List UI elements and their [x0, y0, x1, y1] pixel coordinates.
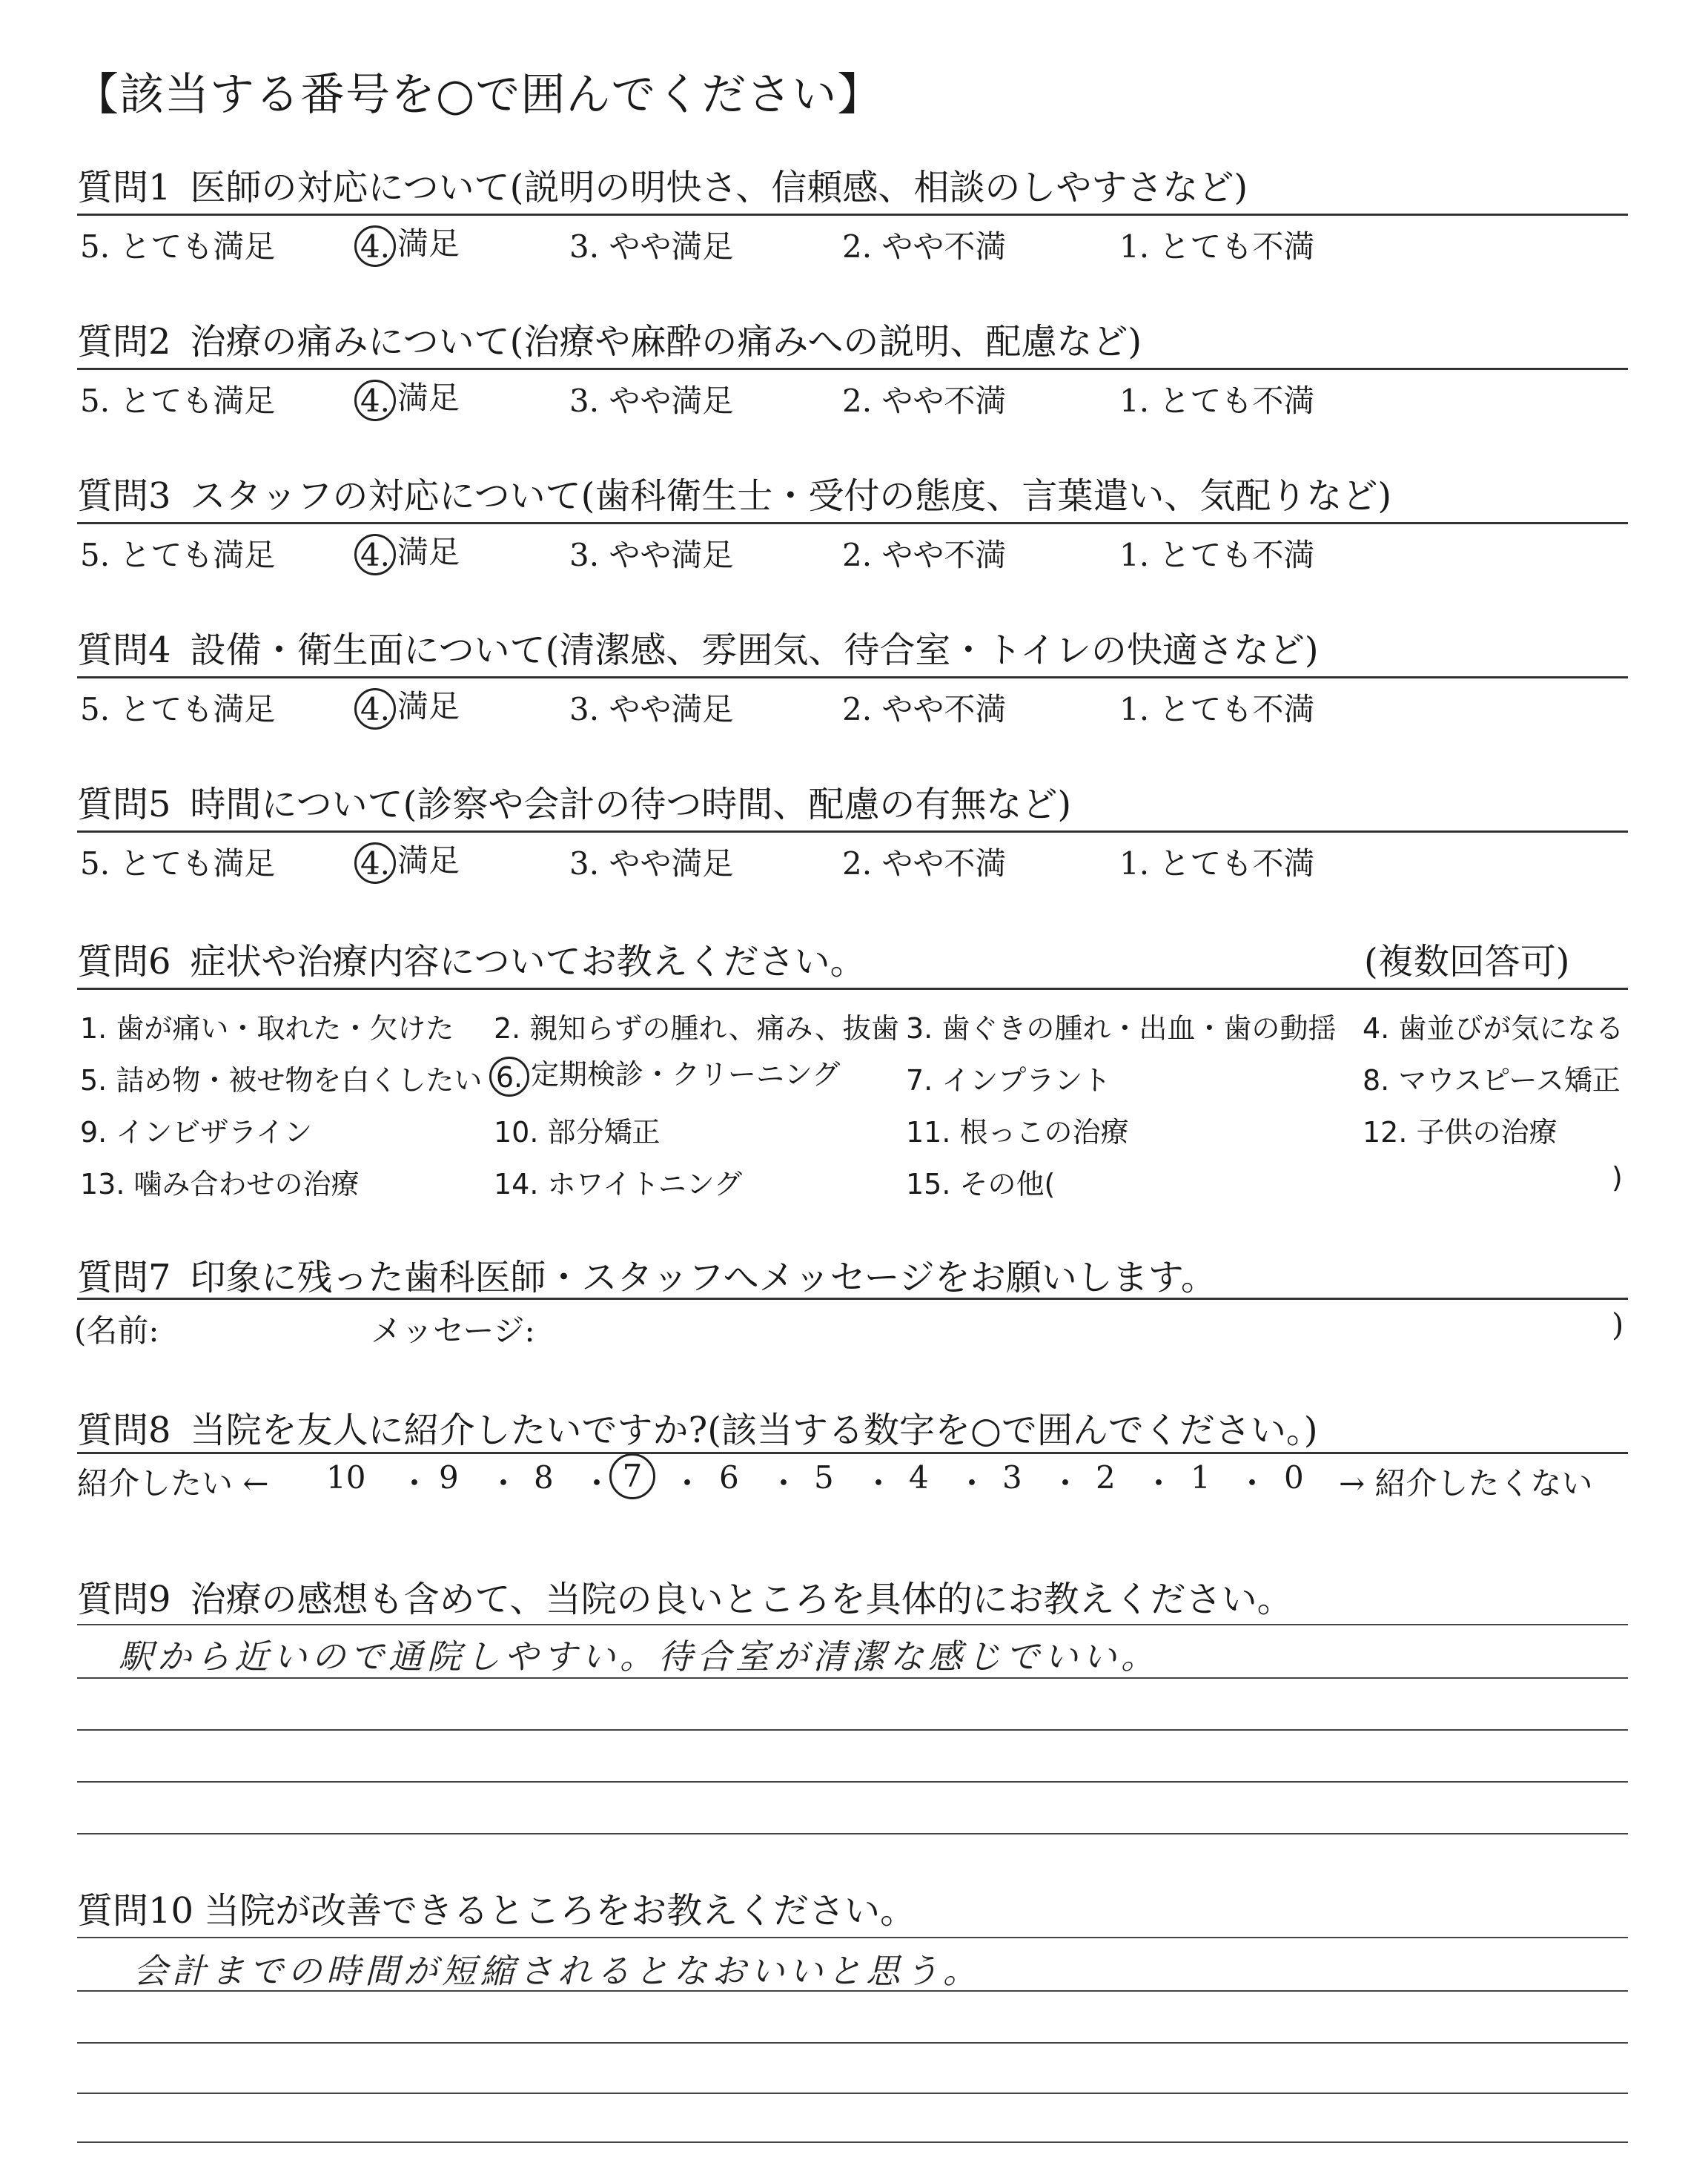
question-2-heading: [77, 313, 1142, 364]
scale-10[interactable]: 10: [326, 1459, 366, 1496]
q6-item-7[interactable]: 7. インプラント: [906, 1064, 1111, 1097]
q1-option-5[interactable]: 5. とても満足: [80, 228, 276, 265]
q10-line-3: [77, 2042, 1628, 2044]
q4-option-3[interactable]: 3. やや満足: [569, 691, 734, 727]
question-6-note: (複数回答可): [1364, 941, 1570, 982]
scale-2[interactable]: 2: [1096, 1459, 1116, 1496]
question-7-heading: [77, 1249, 1217, 1300]
scale-dot: ・: [581, 1465, 613, 1502]
page-title: 【該当する番号を○で囲んでください】: [74, 69, 883, 121]
question-2-number: 質問2: [77, 321, 171, 363]
question-4-heading: [77, 621, 1319, 673]
q10-handwritten-answer: 会計までの時間が短縮されるとなおいいと思う。: [133, 1951, 982, 1991]
question-6-heading: [77, 933, 866, 984]
q5-option-3[interactable]: 3. やや満足: [569, 845, 734, 882]
question-10-number: 質問10: [77, 1890, 194, 1932]
recommend-left-label: 紹介したい ←: [77, 1465, 269, 1502]
q2-option-4-selected[interactable]: 4. 満足: [354, 374, 460, 421]
q6-item-1[interactable]: 1. 歯が痛い・取れた・欠けた: [80, 1012, 454, 1045]
scale-7-selected[interactable]: [609, 1453, 655, 1499]
question-1-rule: [77, 214, 1628, 216]
question-8-number: 質問8: [77, 1410, 171, 1451]
scale-6[interactable]: 6: [719, 1459, 739, 1496]
question-7-text: 印象に残った歯科医師・スタッフへメッセージをお願いします。: [190, 1257, 1217, 1298]
question-5-text: 時間について(診察や会計の待つ時間、配慮の有無など): [190, 784, 1072, 825]
name-label: (名前:: [74, 1312, 159, 1349]
selection-circle: 4.: [354, 534, 396, 575]
scale-dot: ・: [863, 1465, 895, 1502]
q6-item-14[interactable]: 14. ホワイトニング: [494, 1168, 743, 1200]
q1-option-1[interactable]: 1. とても不満: [1119, 228, 1315, 265]
q6-item-15-close: ): [1612, 1161, 1623, 1194]
q10-line-4: [77, 2093, 1628, 2094]
question-2-text: 治療の痛みについて(治療や麻酔の痛みへの説明、配慮など): [190, 321, 1142, 363]
question-1-number: 質問1: [77, 167, 171, 208]
q6-item-8[interactable]: 8. マウスピース矯正: [1363, 1064, 1621, 1097]
question-6-text: 症状や治療内容についてお教えください。: [190, 941, 866, 982]
q5-option-4-selected[interactable]: 4. 満足: [354, 836, 460, 884]
scale-8[interactable]: 8: [534, 1459, 554, 1496]
q1-option-3[interactable]: 3. やや満足: [569, 228, 734, 265]
q5-option-1[interactable]: 1. とても不満: [1119, 845, 1315, 882]
question-5-rule: [77, 830, 1628, 833]
question-10-heading: [77, 1882, 916, 1933]
selection-circle: 4.: [354, 225, 396, 267]
question-3-text: スタッフの対応について(歯科衛生士・受付の態度、言葉遣い、気配りなど): [190, 475, 1392, 517]
q6-item-3[interactable]: 3. 歯ぐきの腫れ・出血・歯の動揺: [906, 1012, 1337, 1045]
scale-4[interactable]: 4: [909, 1459, 929, 1496]
question-1-heading: [77, 159, 1248, 210]
scale-3[interactable]: 3: [1002, 1459, 1022, 1496]
q9-handwritten-answer: 駅から近いので通院しやすい。待合室が清潔な感じでいい。: [119, 1636, 1159, 1677]
q1-option-4-selected[interactable]: 4. 満足: [354, 219, 460, 267]
q10-line-5: [77, 2141, 1628, 2143]
question-6-rule: [77, 988, 1628, 990]
selection-circle: 4.: [354, 842, 396, 884]
question-5-heading: [77, 776, 1071, 827]
q4-option-2[interactable]: 2. やや不満: [842, 691, 1007, 727]
scale-9[interactable]: 9: [439, 1459, 459, 1496]
scale-dot: ・: [399, 1465, 431, 1502]
q2-option-2[interactable]: 2. やや不満: [842, 383, 1007, 419]
message-close: ): [1612, 1307, 1624, 1343]
message-label: メッセージ:: [371, 1312, 535, 1349]
scale-dot: ・: [956, 1465, 988, 1502]
scale-dot: ・: [1143, 1465, 1175, 1502]
q9-line-5: [77, 1833, 1628, 1834]
q2-option-1[interactable]: 1. とても不満: [1119, 383, 1315, 419]
question-3-number: 質問3: [77, 475, 171, 517]
q3-option-5[interactable]: 5. とても満足: [80, 537, 276, 573]
q10-line-1: [77, 1937, 1628, 1938]
scale-1[interactable]: 1: [1191, 1459, 1211, 1496]
q6-item-10[interactable]: 10. 部分矯正: [494, 1116, 661, 1149]
selection-circle: 7: [609, 1453, 655, 1499]
question-9-heading: [77, 1571, 1293, 1622]
q9-line-4: [77, 1781, 1628, 1783]
q4-option-4-selected[interactable]: 4. 満足: [354, 682, 460, 730]
q3-option-4-selected[interactable]: 4. 満足: [354, 528, 460, 575]
selection-circle: 6.: [489, 1057, 529, 1097]
question-10-text: 当院が改善できるところをお教えください。: [204, 1890, 916, 1932]
q6-item-12[interactable]: 12. 子供の治療: [1363, 1116, 1558, 1149]
question-2-rule: [77, 368, 1628, 370]
q3-option-2[interactable]: 2. やや不満: [842, 537, 1007, 573]
q5-option-2[interactable]: 2. やや不満: [842, 845, 1007, 882]
selection-circle: 4.: [354, 380, 396, 421]
q9-line-2: [77, 1677, 1628, 1679]
question-7-number: 質問7: [77, 1257, 171, 1298]
q6-item-5[interactable]: 5. 詰め物・被せ物を白くしたい: [80, 1064, 483, 1097]
q3-option-3[interactable]: 3. やや満足: [569, 537, 734, 573]
q4-option-1[interactable]: 1. とても不満: [1119, 691, 1315, 727]
q9-line-1: [77, 1624, 1628, 1625]
scale-dot: ・: [1237, 1465, 1268, 1502]
selection-circle: 4.: [354, 688, 396, 730]
question-7-rule: [77, 1298, 1628, 1300]
q2-option-5[interactable]: 5. とても満足: [80, 383, 276, 419]
scale-0[interactable]: 0: [1284, 1459, 1304, 1496]
scale-dot: ・: [1050, 1465, 1082, 1502]
q6-item-6-selected[interactable]: 6. 定期検診・クリーニング: [489, 1051, 840, 1097]
q6-item-11[interactable]: 11. 根っこの治療: [906, 1116, 1129, 1149]
scale-dot: ・: [488, 1465, 520, 1502]
scale-dot: ・: [768, 1465, 800, 1502]
q6-item-13[interactable]: 13. 噛み合わせの治療: [80, 1168, 360, 1200]
question-6-number: 質問6: [77, 941, 171, 982]
question-5-number: 質問5: [77, 784, 171, 825]
question-3-heading: [77, 467, 1391, 518]
q6-item-9[interactable]: 9. インビザライン: [80, 1116, 313, 1149]
question-4-number: 質問4: [77, 630, 171, 671]
q6-item-2[interactable]: 2. 親知らずの腫れ、痛み、抜歯: [494, 1012, 899, 1045]
question-1-text: 医師の対応について(説明の明快さ、信頼感、相談のしやすさなど): [190, 167, 1248, 208]
question-9-number: 質問9: [77, 1579, 171, 1620]
recommend-right-label: → 紹介したくない: [1339, 1465, 1593, 1502]
question-8-text: 当院を友人に紹介したいですか?(該当する数字を○で囲んでください。): [190, 1410, 1318, 1451]
q2-option-3[interactable]: 3. やや満足: [569, 383, 734, 419]
q5-option-5[interactable]: 5. とても満足: [80, 845, 276, 882]
q1-option-2[interactable]: 2. やや不満: [842, 228, 1007, 265]
question-3-rule: [77, 522, 1628, 524]
question-4-text: 設備・衛生面について(清潔感、雰囲気、待合室・トイレの快適さなど): [190, 630, 1319, 671]
q3-option-1[interactable]: 1. とても不満: [1119, 537, 1315, 573]
question-8-rule: [77, 1452, 1628, 1454]
question-8-heading: [77, 1401, 1318, 1453]
question-9-text: 治療の感想も含めて、当院の良いところを具体的にお教えください。: [190, 1579, 1293, 1620]
q9-line-3: [77, 1729, 1628, 1731]
scale-dot: ・: [672, 1465, 704, 1502]
q6-item-4[interactable]: 4. 歯並びが気になる: [1363, 1012, 1624, 1045]
question-4-rule: [77, 676, 1628, 678]
q4-option-5[interactable]: 5. とても満足: [80, 691, 276, 727]
q10-line-2: [77, 1990, 1628, 1992]
q6-item-15[interactable]: 15. その他(: [906, 1168, 1056, 1200]
scale-5[interactable]: 5: [814, 1459, 834, 1496]
